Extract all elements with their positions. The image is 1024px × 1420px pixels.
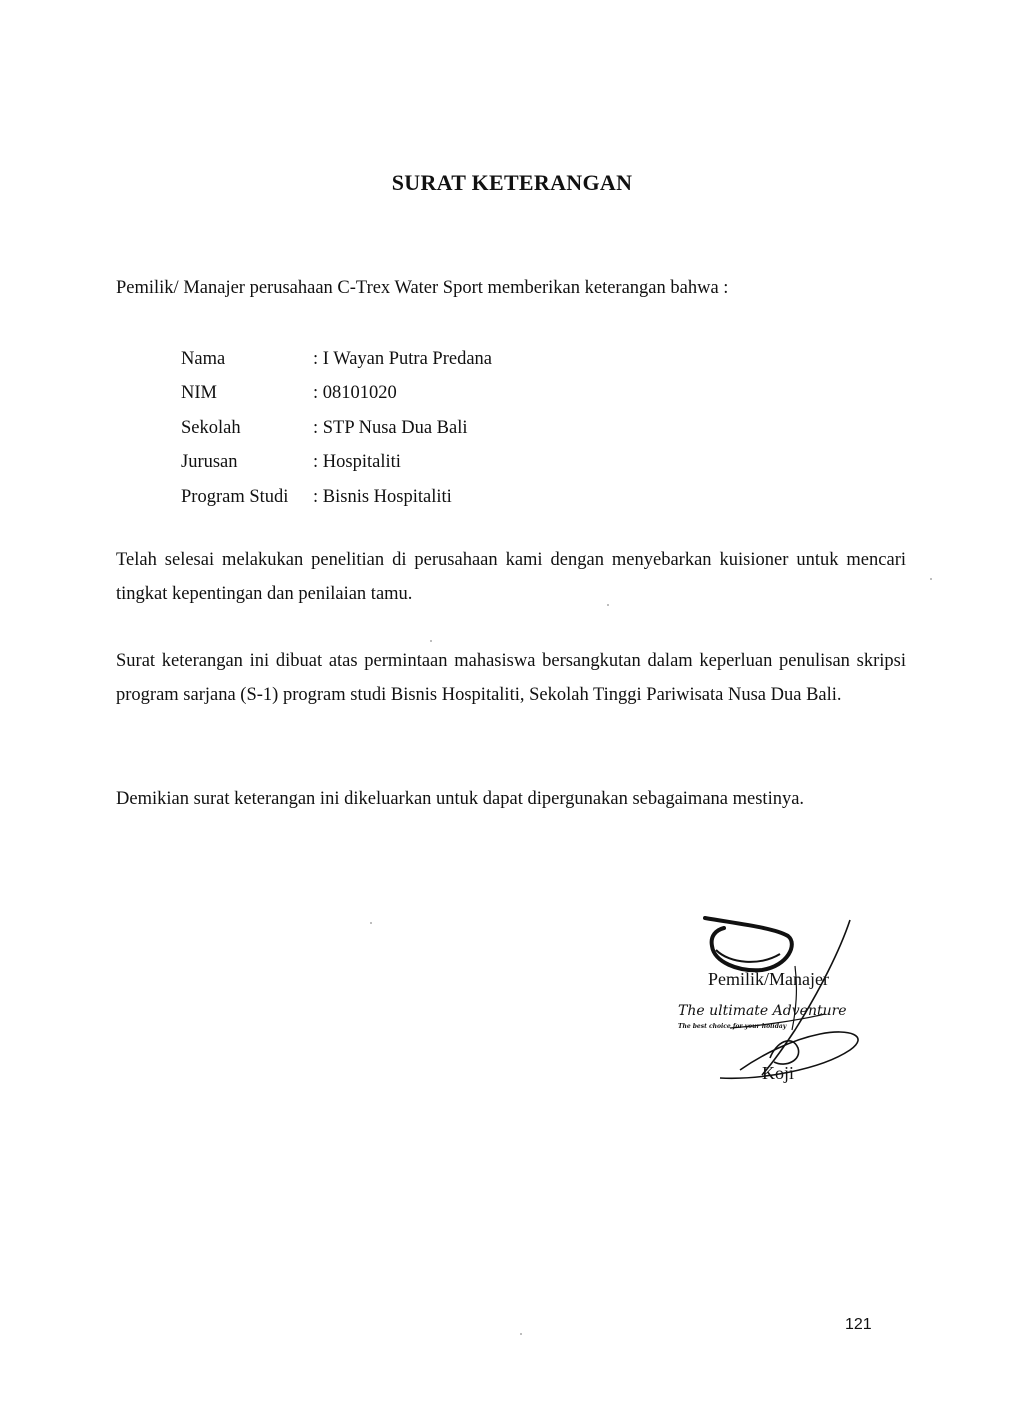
signature-stroke-long bbox=[762, 920, 850, 1075]
stamp-subtext: The best choice for your holiday bbox=[678, 1023, 787, 1030]
identity-label: NIM bbox=[181, 383, 217, 404]
identity-value: : STP Nusa Dua Bali bbox=[313, 417, 468, 438]
identity-value: : 08101020 bbox=[313, 383, 397, 404]
identity-row-nim bbox=[181, 377, 492, 412]
letter-title: SURAT KETERANGAN bbox=[391, 170, 633, 195]
page-number: 121 bbox=[845, 1316, 872, 1333]
identity-label: Nama bbox=[181, 348, 226, 369]
identity-row-sekolah bbox=[181, 411, 492, 446]
scan-speck bbox=[607, 604, 609, 606]
scan-speck bbox=[520, 1333, 522, 1335]
identity-label: Jurusan bbox=[181, 452, 238, 473]
identity-table bbox=[181, 342, 492, 515]
identity-row-jurusan bbox=[181, 446, 492, 481]
identity-value: : Bisnis Hospitaliti bbox=[313, 486, 452, 507]
signer-name: Koji bbox=[762, 1063, 795, 1083]
identity-row-program-studi bbox=[181, 480, 492, 515]
scan-speck bbox=[370, 922, 372, 924]
signer-title: Pemilik/Manajer bbox=[708, 969, 829, 989]
identity-label: Program Studi bbox=[181, 486, 289, 507]
stamp-text: The ultimate Adventure bbox=[678, 1003, 847, 1019]
stamp-logo-inner-curve bbox=[716, 950, 780, 962]
intro-line: Pemilik/ Manajer perusahaan C-Trex Water Sport memberikan keterangan bahwa : bbox=[116, 278, 729, 298]
identity-label: Sekolah bbox=[181, 417, 241, 438]
paragraph-closing: Demikian surat keterangan ini dikeluarkan untuk dapat dipergunakan sebagaimana mestinya. bbox=[116, 789, 805, 809]
identity-value: : I Wayan Putra Predana bbox=[313, 348, 493, 369]
signature-block bbox=[678, 910, 900, 1100]
paragraph-research: Telah selesai melakukan penelitian di perusahaan kami dengan menyebarkan kuisioner untuk mencari tingkat kepentingan dan penilaian tamu. bbox=[116, 550, 906, 604]
scan-speck bbox=[930, 578, 932, 580]
identity-value: : Hospitaliti bbox=[313, 452, 401, 473]
scan-speck bbox=[430, 640, 432, 642]
identity-row-nama bbox=[181, 342, 492, 377]
paragraph-purpose: Surat keterangan ini dibuat atas permintaan mahasiswa bersangkutan dalam keperluan penulisan skripsi program sarjana (S-1) program studi Bisnis Hospitaliti, Sekolah Tinggi Pariwisata Nusa Dua Bali. bbox=[116, 651, 906, 705]
